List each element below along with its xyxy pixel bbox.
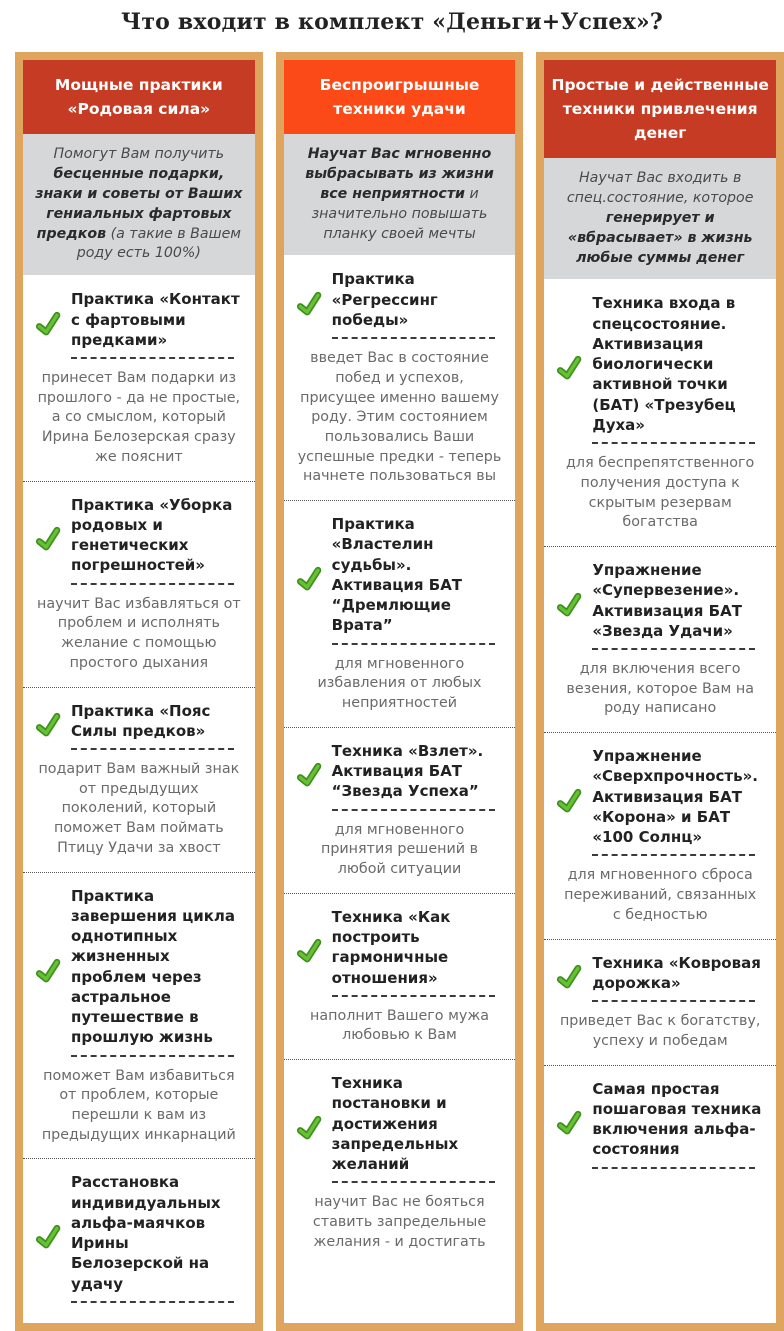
column-header: Простые и действенные техники привлечения денег — [544, 60, 776, 158]
list-item — [35, 481, 243, 674]
item-separator — [544, 939, 776, 940]
item-header — [296, 514, 504, 645]
list-item — [35, 289, 243, 467]
item-dashed-underline — [71, 1055, 234, 1057]
item-header — [556, 560, 764, 650]
check-icon — [555, 354, 585, 384]
item-title: Практика «Регрессинг победы» — [331, 270, 438, 329]
item-dashed-underline — [592, 854, 755, 856]
item-description: приведет Вас к богатству, успеху и победам — [559, 1013, 761, 1049]
list-item — [296, 500, 504, 714]
item-header — [35, 495, 243, 585]
list-item — [556, 732, 764, 925]
check-icon — [555, 1109, 585, 1139]
column-item-list — [23, 275, 255, 1323]
item-dashed-underline — [332, 1181, 495, 1183]
list-item — [296, 269, 504, 487]
item-description: для мгновенного принятия решений в любой ситуации — [320, 821, 479, 878]
item-title-wrap — [332, 1073, 504, 1183]
item-separator — [284, 500, 516, 501]
subtitle-text: Помогут Вам получить — [53, 146, 225, 163]
item-title: Упражнение «Супервезение». Активизация БАТ «Звезда Удачи» — [592, 561, 742, 640]
item-header — [296, 907, 504, 997]
item-title-wrap — [332, 907, 504, 997]
column-subtitle — [284, 134, 516, 255]
item-separator — [23, 481, 255, 482]
column-subtitle — [544, 158, 776, 279]
item-title: Практика «Уборка родовых и генетических погрешностей» — [71, 495, 233, 575]
check-icon — [34, 525, 64, 555]
item-title-wrap — [71, 495, 243, 585]
check-icon — [294, 1113, 324, 1143]
item-title-wrap — [592, 953, 764, 1003]
item-title: Техника «Взлет». Активация БАТ “Звезда Успеха” — [331, 741, 484, 801]
list-item — [556, 293, 764, 533]
item-dashed-underline — [592, 648, 755, 650]
item-description: принесет Вам подарки из прошлого - да не простые, а со смыслом, который Ирина Белозерская сразу же пояснит — [37, 370, 241, 465]
check-icon — [34, 1223, 64, 1253]
item-title: Самая простая пошаговая техника включения альфа-состояния — [592, 1079, 762, 1159]
item-description: поможет Вам избавиться от проблем, которые перешли к вам из предыдущих инкарнаций — [41, 1067, 236, 1143]
item-description: для включения всего везения, которое Вам на роду написано — [566, 661, 754, 717]
list-item — [35, 872, 243, 1146]
subtitle-text: и значительно повышать планку своей мечты — [311, 185, 488, 242]
item-header — [556, 953, 764, 1003]
item-dashed-underline — [71, 748, 234, 750]
subtitle-text: бесценные подарки, знаки и советы от Ваших гениальных фартовых предков — [35, 165, 243, 242]
item-separator — [284, 1059, 516, 1060]
check-icon — [555, 786, 585, 816]
item-title-wrap — [71, 1172, 243, 1303]
subtitle-text: Научат Вас входить в спец.состояние, которое — [566, 170, 754, 206]
item-dashed-underline — [592, 1167, 755, 1169]
check-icon — [555, 963, 585, 993]
package-contents-section — [0, 9, 784, 1331]
item-dashed-underline — [332, 809, 495, 811]
check-icon — [555, 590, 585, 620]
item-separator — [544, 1065, 776, 1066]
check-icon — [294, 937, 324, 967]
item-title-wrap — [71, 701, 243, 751]
item-title: Техника «Как построить гармоничные отношения» — [331, 907, 451, 987]
item-separator — [23, 687, 255, 688]
list-item — [556, 546, 764, 719]
item-header — [556, 293, 764, 444]
item-title: Упражнение «Сверхпрочность». Активизация БАТ «Корона» и БАТ «100 Солнц» — [592, 747, 758, 847]
item-header — [35, 886, 243, 1057]
item-header — [296, 1073, 504, 1183]
item-header — [35, 289, 243, 359]
check-icon — [294, 565, 324, 595]
item-dashed-underline — [332, 643, 495, 645]
list-item — [296, 1059, 504, 1252]
item-header — [35, 1172, 243, 1303]
item-dashed-underline — [71, 357, 234, 359]
page-title: Что входит в комплект «Деньги+Успех»? — [121, 9, 663, 35]
item-header — [296, 741, 504, 811]
item-separator — [544, 732, 776, 733]
item-separator — [23, 1158, 255, 1159]
package-columns — [0, 52, 784, 1331]
item-title-wrap — [71, 289, 243, 359]
item-description: научит Вас избавляться от проблем и исполнять желание с помощью простого дыхания — [37, 595, 241, 671]
item-title-wrap — [332, 514, 504, 645]
subtitle-text: (а такие в Вашем роду есть 100%) — [76, 225, 242, 262]
item-description: для беспрепятственного получения доступа к скрытым резервам богатства — [566, 455, 755, 531]
check-icon — [34, 710, 64, 740]
item-title: Техника «Ковровая дорожка» — [592, 953, 761, 992]
item-title-wrap — [71, 886, 243, 1057]
item-title-wrap — [592, 293, 764, 444]
item-title-wrap — [592, 560, 764, 650]
item-title: Практика завершения цикла однотипных жизненных проблем через астральное путешествие в прошлую жизнь — [71, 886, 235, 1047]
item-separator — [284, 893, 516, 894]
item-description: наполнит Вашего мужа любовью к Вам — [310, 1007, 489, 1044]
check-icon — [34, 956, 64, 986]
item-dashed-underline — [592, 442, 755, 444]
list-item — [35, 687, 243, 859]
package-column — [15, 52, 263, 1331]
list-item — [35, 1158, 243, 1303]
item-dashed-underline — [332, 995, 495, 997]
item-description: для мгновенного сброса переживаний, связанных с бедностью — [564, 867, 757, 923]
item-header — [296, 269, 504, 339]
item-dashed-underline — [332, 337, 495, 339]
item-title: Расстановка индивидуальных альфа-маячков Ирины Белозерской на удачу — [71, 1173, 221, 1293]
subtitle-text: генерирует и «вбрасывает» в жизнь любые суммы денег — [567, 209, 753, 266]
column-header: Мощные практики «Родовая сила» — [23, 60, 255, 134]
item-dashed-underline — [71, 583, 234, 585]
item-dashed-underline — [592, 1000, 755, 1002]
item-separator — [544, 546, 776, 547]
column-item-list — [284, 255, 516, 1323]
list-item — [296, 727, 504, 880]
item-title-wrap — [332, 269, 504, 339]
item-title: Техника постановки и достижения запредельных желаний — [331, 1074, 459, 1174]
item-title: Техника входа в спецсостояние. Активизация биологически активной точки (БАТ) «Трезубец Духа» — [592, 294, 736, 434]
item-title: Практика «Контакт с фартовыми предками» — [71, 290, 240, 349]
list-item — [556, 1065, 764, 1169]
item-title-wrap — [332, 741, 504, 811]
package-column — [536, 52, 784, 1331]
item-description: подарит Вам важный знак от предыдущих поколений, который поможет Вам поймать Птицу Удачи за хвост — [38, 761, 240, 856]
item-header — [556, 746, 764, 856]
item-title-wrap — [592, 1079, 764, 1169]
list-item — [296, 893, 504, 1046]
column-subtitle — [23, 134, 255, 275]
item-title: Практика «Властелин судьбы». Активация БАТ “Дремлющие Врата” — [331, 515, 463, 635]
item-title: Практика «Пояс Силы предков» — [71, 701, 211, 740]
item-header — [556, 1079, 764, 1169]
column-header: Беспроигрышные техники удачи — [284, 60, 516, 134]
item-description: введет Вас в состояние побед и успехов, присущее именно вашему роду. Этим состоянием пользовались Ваши успешные предки - теперь начнете пользоваться вы — [297, 350, 502, 485]
item-separator — [284, 727, 516, 728]
item-dashed-underline — [71, 1301, 234, 1303]
item-header — [35, 701, 243, 751]
item-separator — [23, 872, 255, 873]
column-item-list — [544, 279, 776, 1323]
list-item — [556, 939, 764, 1052]
check-icon — [294, 761, 324, 791]
item-title-wrap — [592, 746, 764, 856]
subtitle-text: Научат Вас мгновенно выбрасывать из жизни все неприятности — [305, 146, 494, 202]
package-column — [276, 52, 524, 1331]
item-description: для мгновенного избавления от любых неприятностей — [317, 655, 482, 712]
item-description: научит Вас не бояться ставить запредельные желания - и достигать — [312, 1194, 487, 1250]
check-icon — [294, 289, 324, 319]
check-icon — [34, 309, 64, 339]
